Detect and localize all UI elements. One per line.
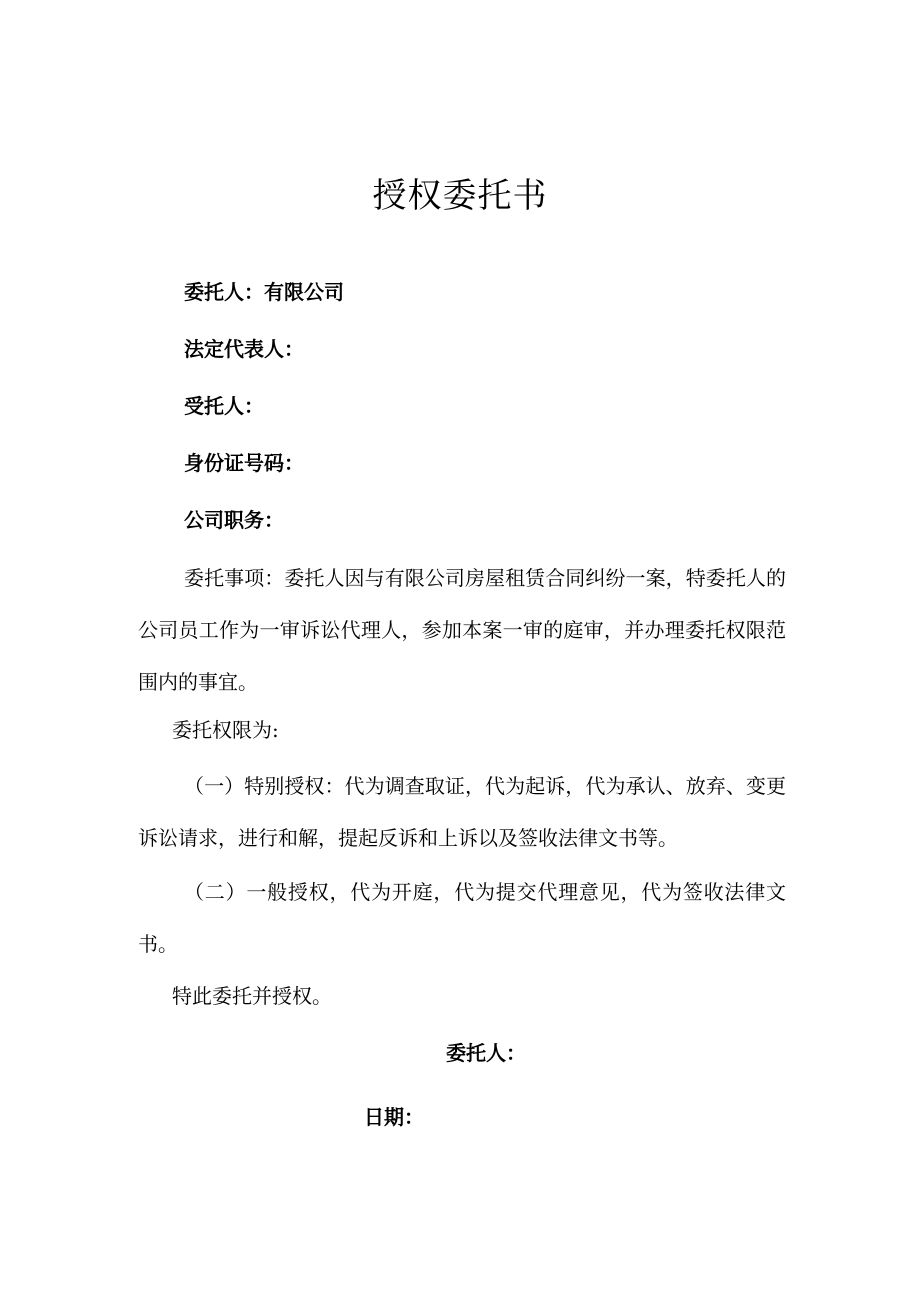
authority-intro: 委托权限为: xyxy=(172,718,279,742)
special-authority-paragraph: （一）特别授权：代为调查取证，代为起诉，代为承认、放弃、变更诉讼请求，进行和解，提起反诉和上诉以及签收法律文书等。 xyxy=(138,774,786,850)
id-number-field: 身份证号码： xyxy=(184,451,304,475)
signature-date-label: 日期： xyxy=(364,1105,424,1129)
principal-field: 委托人：有限公司 xyxy=(184,280,344,304)
legal-rep-field: 法定代表人： xyxy=(184,337,304,361)
document-title: 授权委托书 xyxy=(372,176,548,216)
position-field: 公司职务： xyxy=(184,508,284,532)
general-authority-paragraph: （二）一般授权，代为开庭，代为提交代理意见，代为签收法律文书。 xyxy=(138,880,786,956)
signature-principal-label: 委托人： xyxy=(446,1041,526,1065)
agent-field: 受托人： xyxy=(184,394,264,418)
matters-paragraph: 委托事项：委托人因与有限公司房屋租赁合同纠纷一案，特委托人的公司员工作为一审诉讼代理人，参加本案一审的庭审，并办理委托权限范围内的事宜。 xyxy=(138,566,786,694)
closing-paragraph: 特此委托并授权。 xyxy=(172,984,332,1008)
